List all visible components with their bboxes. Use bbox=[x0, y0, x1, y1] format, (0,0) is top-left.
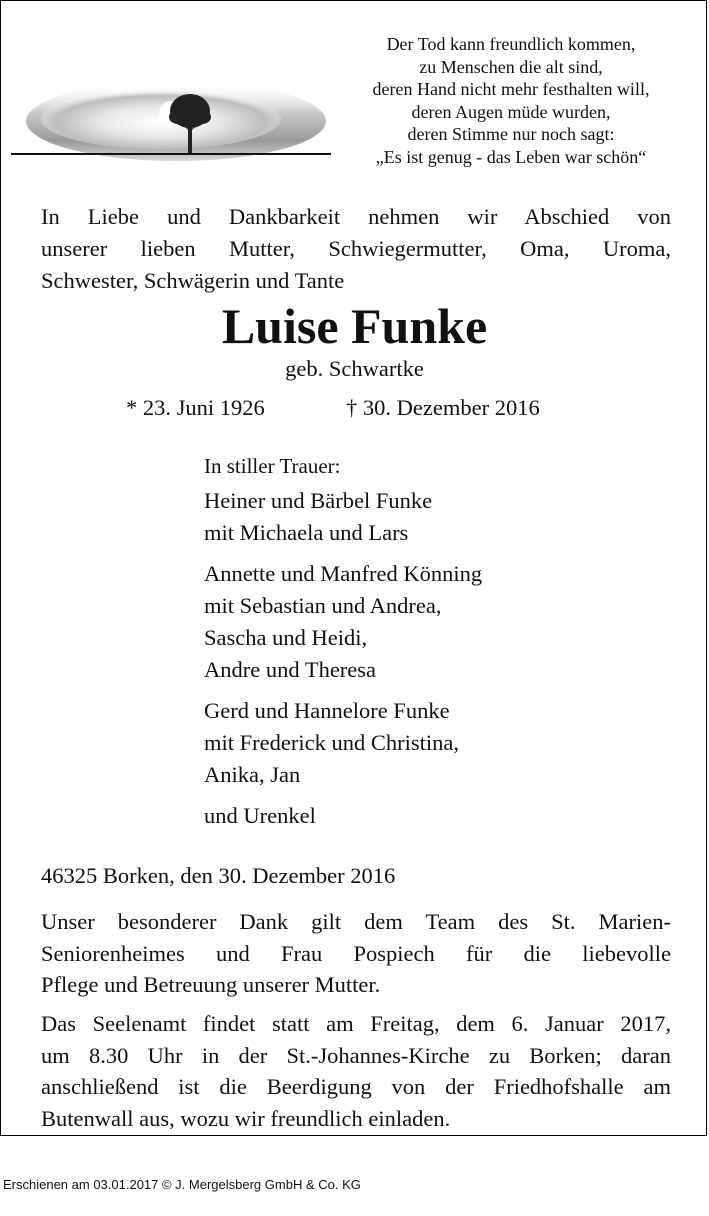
poem-line: zu Menschen die alt sind, bbox=[419, 56, 603, 77]
mourner-line: mit Sebastian und Andrea, bbox=[204, 593, 442, 618]
service-line: um 8.30 Uhr in der St.-Johannes-Kirche zu Borken; daran bbox=[41, 1042, 671, 1068]
mourner-line: Gerd und Hannelore Funke bbox=[204, 698, 450, 723]
thanks-line: Seniorenheimes und Frau Pospiech für die liebevolle bbox=[41, 940, 671, 966]
poem-line: deren Augen müde wurden, bbox=[411, 101, 611, 122]
mourner-group bbox=[204, 485, 482, 549]
poem-line: deren Hand nicht mehr festhalten will, bbox=[372, 79, 650, 100]
tree-horizon-illustration bbox=[11, 51, 331, 161]
thanks-line: Unser besonderer Dank gilt dem Team des St. Marien- bbox=[41, 909, 671, 934]
mourner-line: mit Frederick und Christina, bbox=[204, 730, 459, 755]
thanks-paragraph bbox=[41, 906, 671, 1001]
mourner-line: Anika, Jan bbox=[204, 762, 301, 787]
mourner-line: Sascha und Heidi, bbox=[204, 625, 368, 650]
poem bbox=[331, 33, 691, 169]
service-paragraph bbox=[41, 1008, 671, 1134]
intro-line: unserer lieben Mutter, Schwiegermutter, Oma, Uroma, bbox=[41, 236, 671, 261]
intro-line: In Liebe und Dankbarkeit nehmen wir Abschied von bbox=[41, 204, 671, 229]
deceased-name: Luise Funke bbox=[221, 298, 488, 354]
maiden-name: geb. Schwartke bbox=[285, 356, 424, 381]
mourner-line: mit Michaela und Lars bbox=[204, 520, 409, 545]
death-date: † 30. Dezember 2016 bbox=[346, 395, 540, 420]
mourner-line: und Urenkel bbox=[204, 803, 316, 828]
mourner-line: Andre und Theresa bbox=[204, 657, 377, 682]
mourners-label: In stiller Trauer: bbox=[204, 454, 341, 478]
mourner-group bbox=[204, 695, 482, 791]
mourners-list bbox=[204, 453, 482, 841]
birth-date: * 23. Juni 1926 bbox=[126, 395, 265, 420]
mourner-group bbox=[204, 800, 482, 832]
mourner-line: Annette und Manfred Könning bbox=[204, 561, 483, 586]
service-line: Butenwall aus, wozu wir freundlich einladen. bbox=[41, 1105, 451, 1131]
mourner-line: Heiner und Bärbel Funke bbox=[204, 488, 433, 513]
poem-line: deren Stimme nur noch sagt: bbox=[407, 124, 615, 145]
poem-line: „Es ist genug - das Leben war schön“ bbox=[375, 146, 647, 167]
mourner-group bbox=[204, 558, 482, 686]
publication-footer: Erschienen am 03.01.2017 © J. Mergelsberg GmbH & Co. KG bbox=[3, 1177, 361, 1192]
service-line: Das Seelenamt findet statt am Freitag, dem 6. Januar 2017, bbox=[41, 1011, 671, 1036]
intro-line: Schwester, Schwägerin und Tante bbox=[41, 268, 345, 293]
place-date: 46325 Borken, den 30. Dezember 2016 bbox=[41, 863, 396, 888]
poem-line: Der Tod kann freundlich kommen, bbox=[386, 34, 636, 54]
intro-text bbox=[41, 201, 671, 297]
service-line: anschließend ist die Beerdigung von der Friedhofshalle am bbox=[41, 1074, 671, 1099]
thanks-line: Pflege und Betreuung unserer Mutter. bbox=[41, 972, 381, 997]
